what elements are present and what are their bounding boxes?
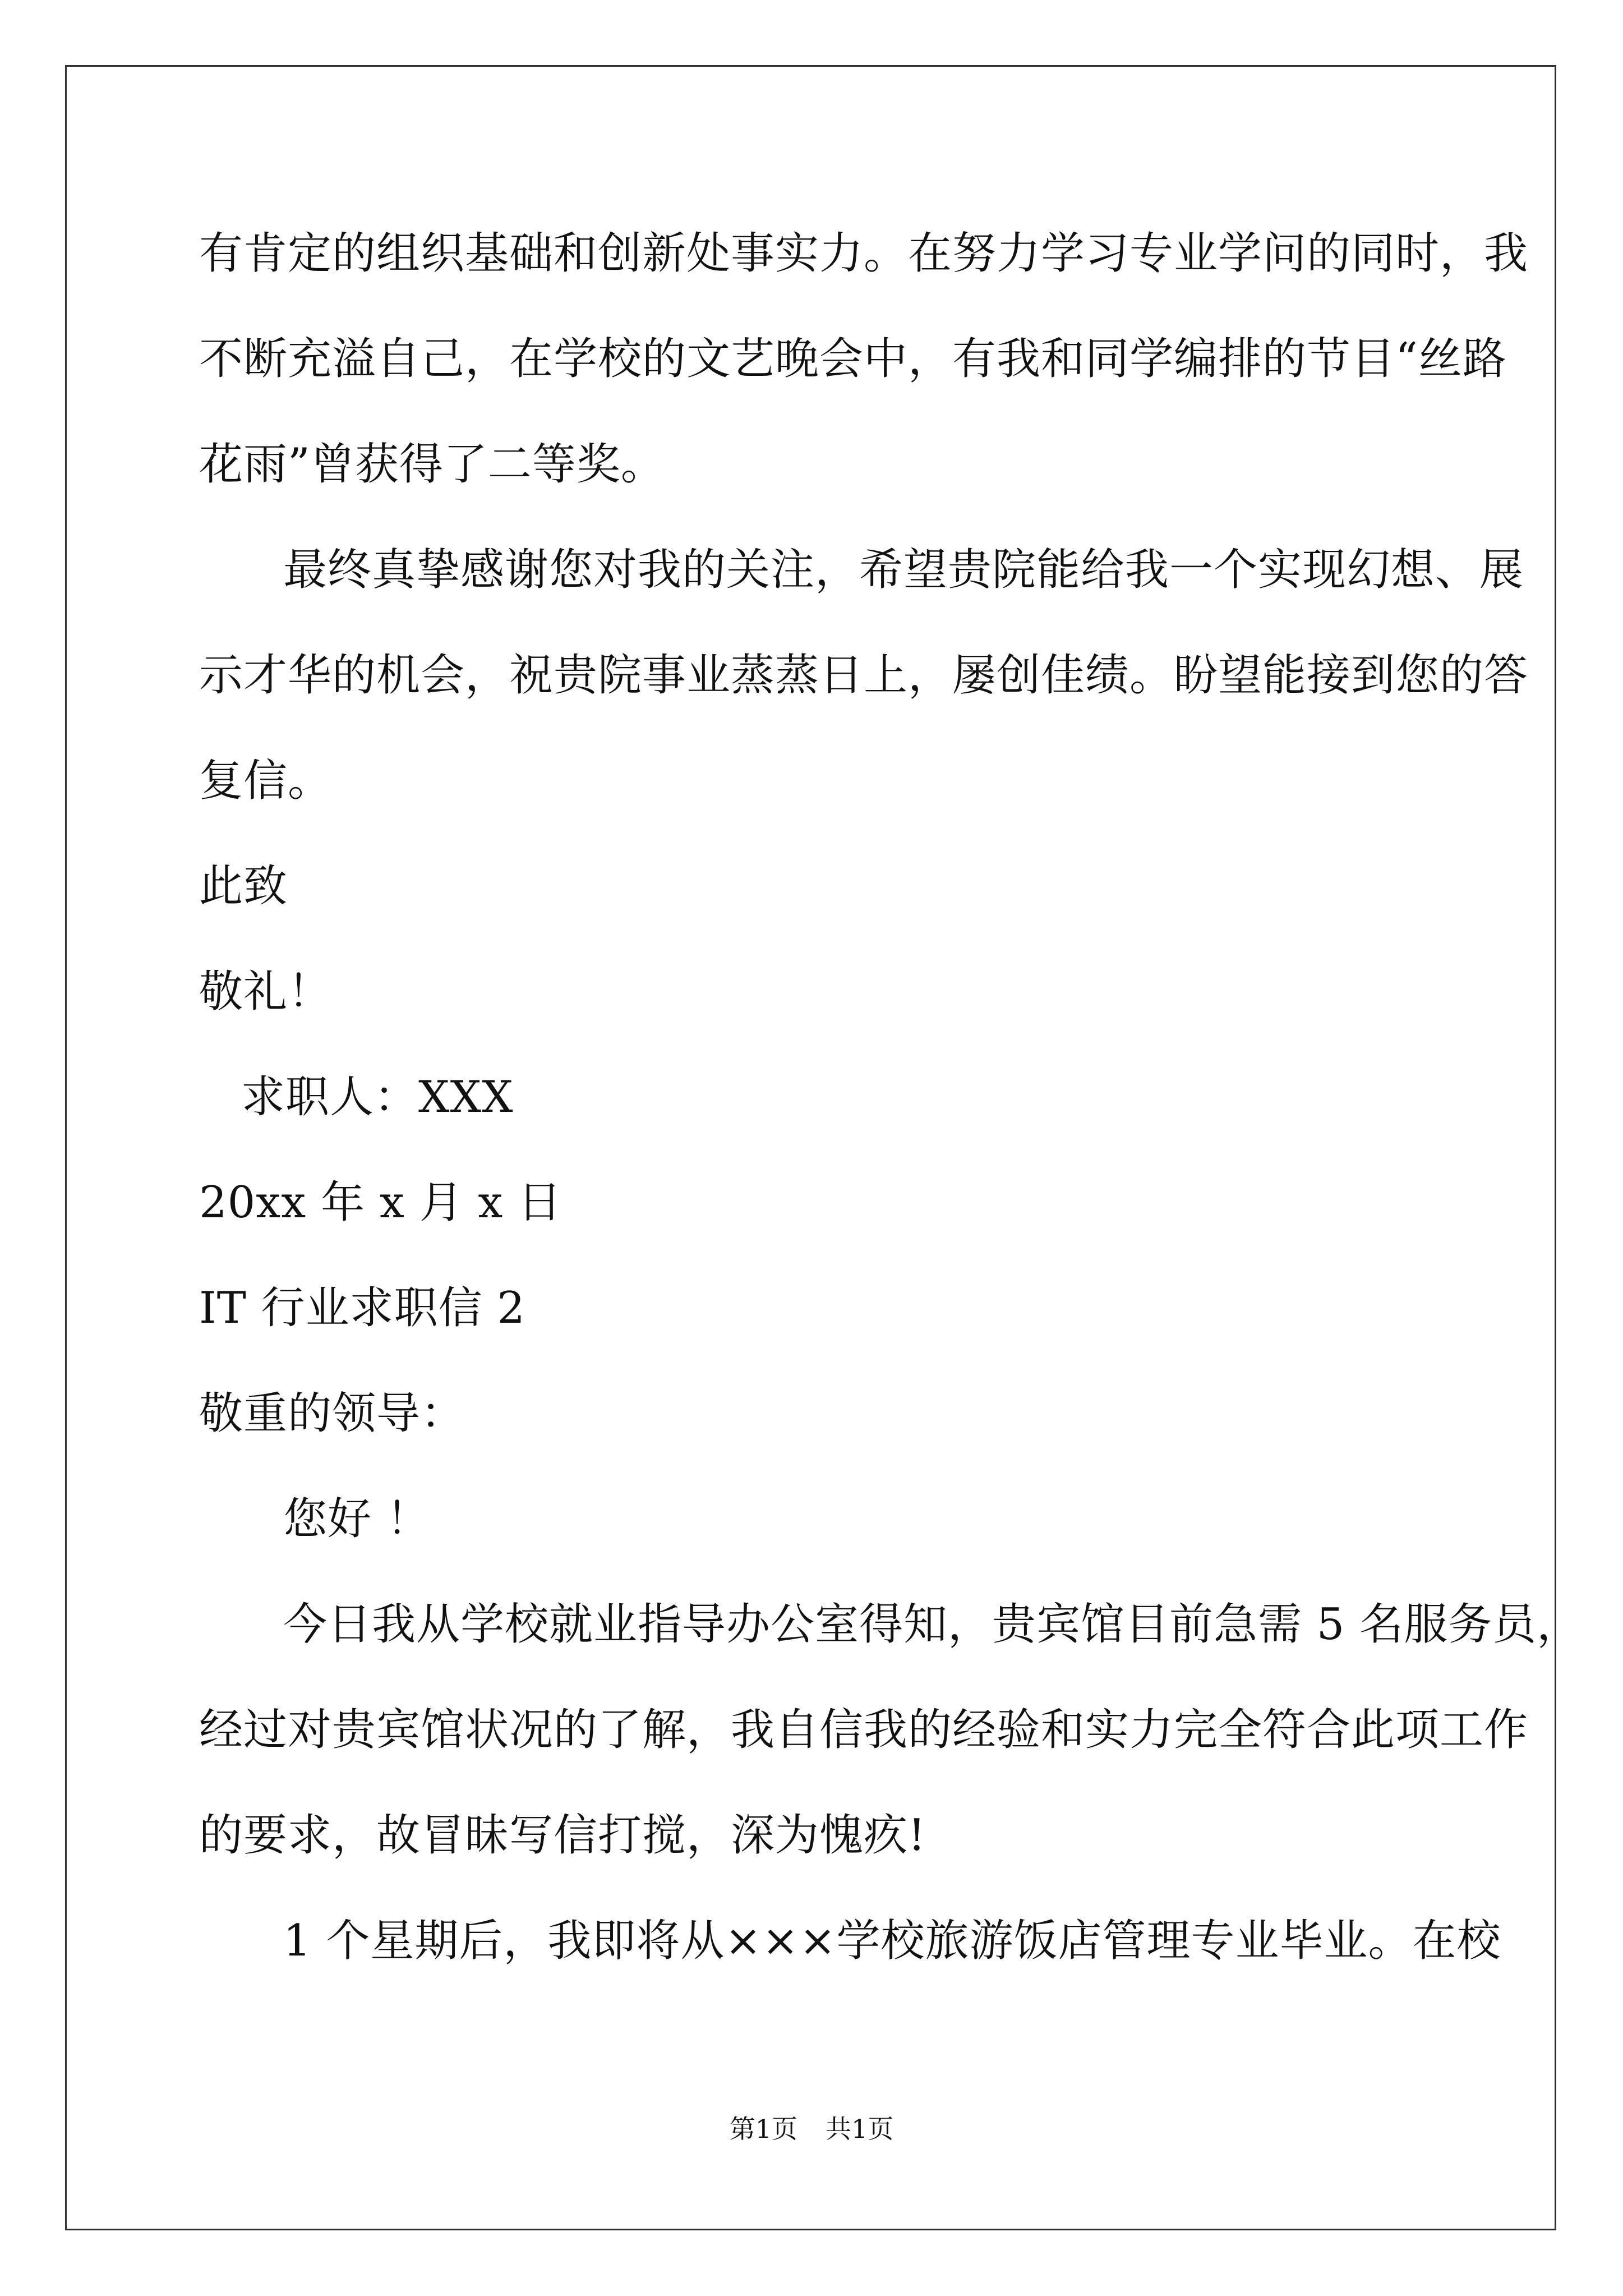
paragraph-start-line: 1 个星期后，我即将从×××学校旅游饭店管理专业毕业。在校 (283, 1916, 1501, 1966)
closing-regards: 敬礼！ (199, 967, 333, 1017)
section-title: IT 行业求职信 2 (199, 1283, 526, 1333)
paragraph-start-line: 最终真挚感谢您对我的关注，希望贵院能给我一个实现幻想、展 (283, 545, 1524, 595)
greeting-line: 敬重的领导： (199, 1388, 465, 1439)
letter-date: 20xx 年 x 月 x 日 (199, 1177, 562, 1228)
applicant-signature: 求职人：XXX (241, 1072, 514, 1122)
text-line: 不断充溢自己，在学校的文艺晚会中，有我和同学编排的节目“丝路 (199, 334, 1507, 384)
text-line: 经过对贵宾馆状况的了解，我自信我的经验和实力完全符合此项工作 (199, 1705, 1529, 1755)
paragraph-start-line: 今日我从学校就业指导办公室得知，贵宾馆目前急需 5 名服务员， (283, 1599, 1581, 1650)
text-line: 有肯定的组织基础和创新处事实力。在努力学习专业学问的同时，我 (199, 228, 1529, 279)
text-line: 示才华的机会，祝贵院事业蒸蒸日上，屡创佳绩。盼望能接到您的答 (199, 650, 1529, 701)
text-line: 复信。 (199, 756, 333, 806)
page-number: 第1页 (729, 2114, 797, 2144)
hello-line: 您好 ！ (283, 1494, 431, 1544)
text-line: 的要求，故冒昧写信打搅，深为愧疚! (199, 1810, 926, 1861)
page-total: 共1页 (826, 2114, 894, 2144)
closing-salutation: 此致 (199, 861, 288, 912)
text-line: 花雨”曾获得了二等奖。 (199, 439, 665, 490)
page-footer (0, 2112, 1623, 2146)
